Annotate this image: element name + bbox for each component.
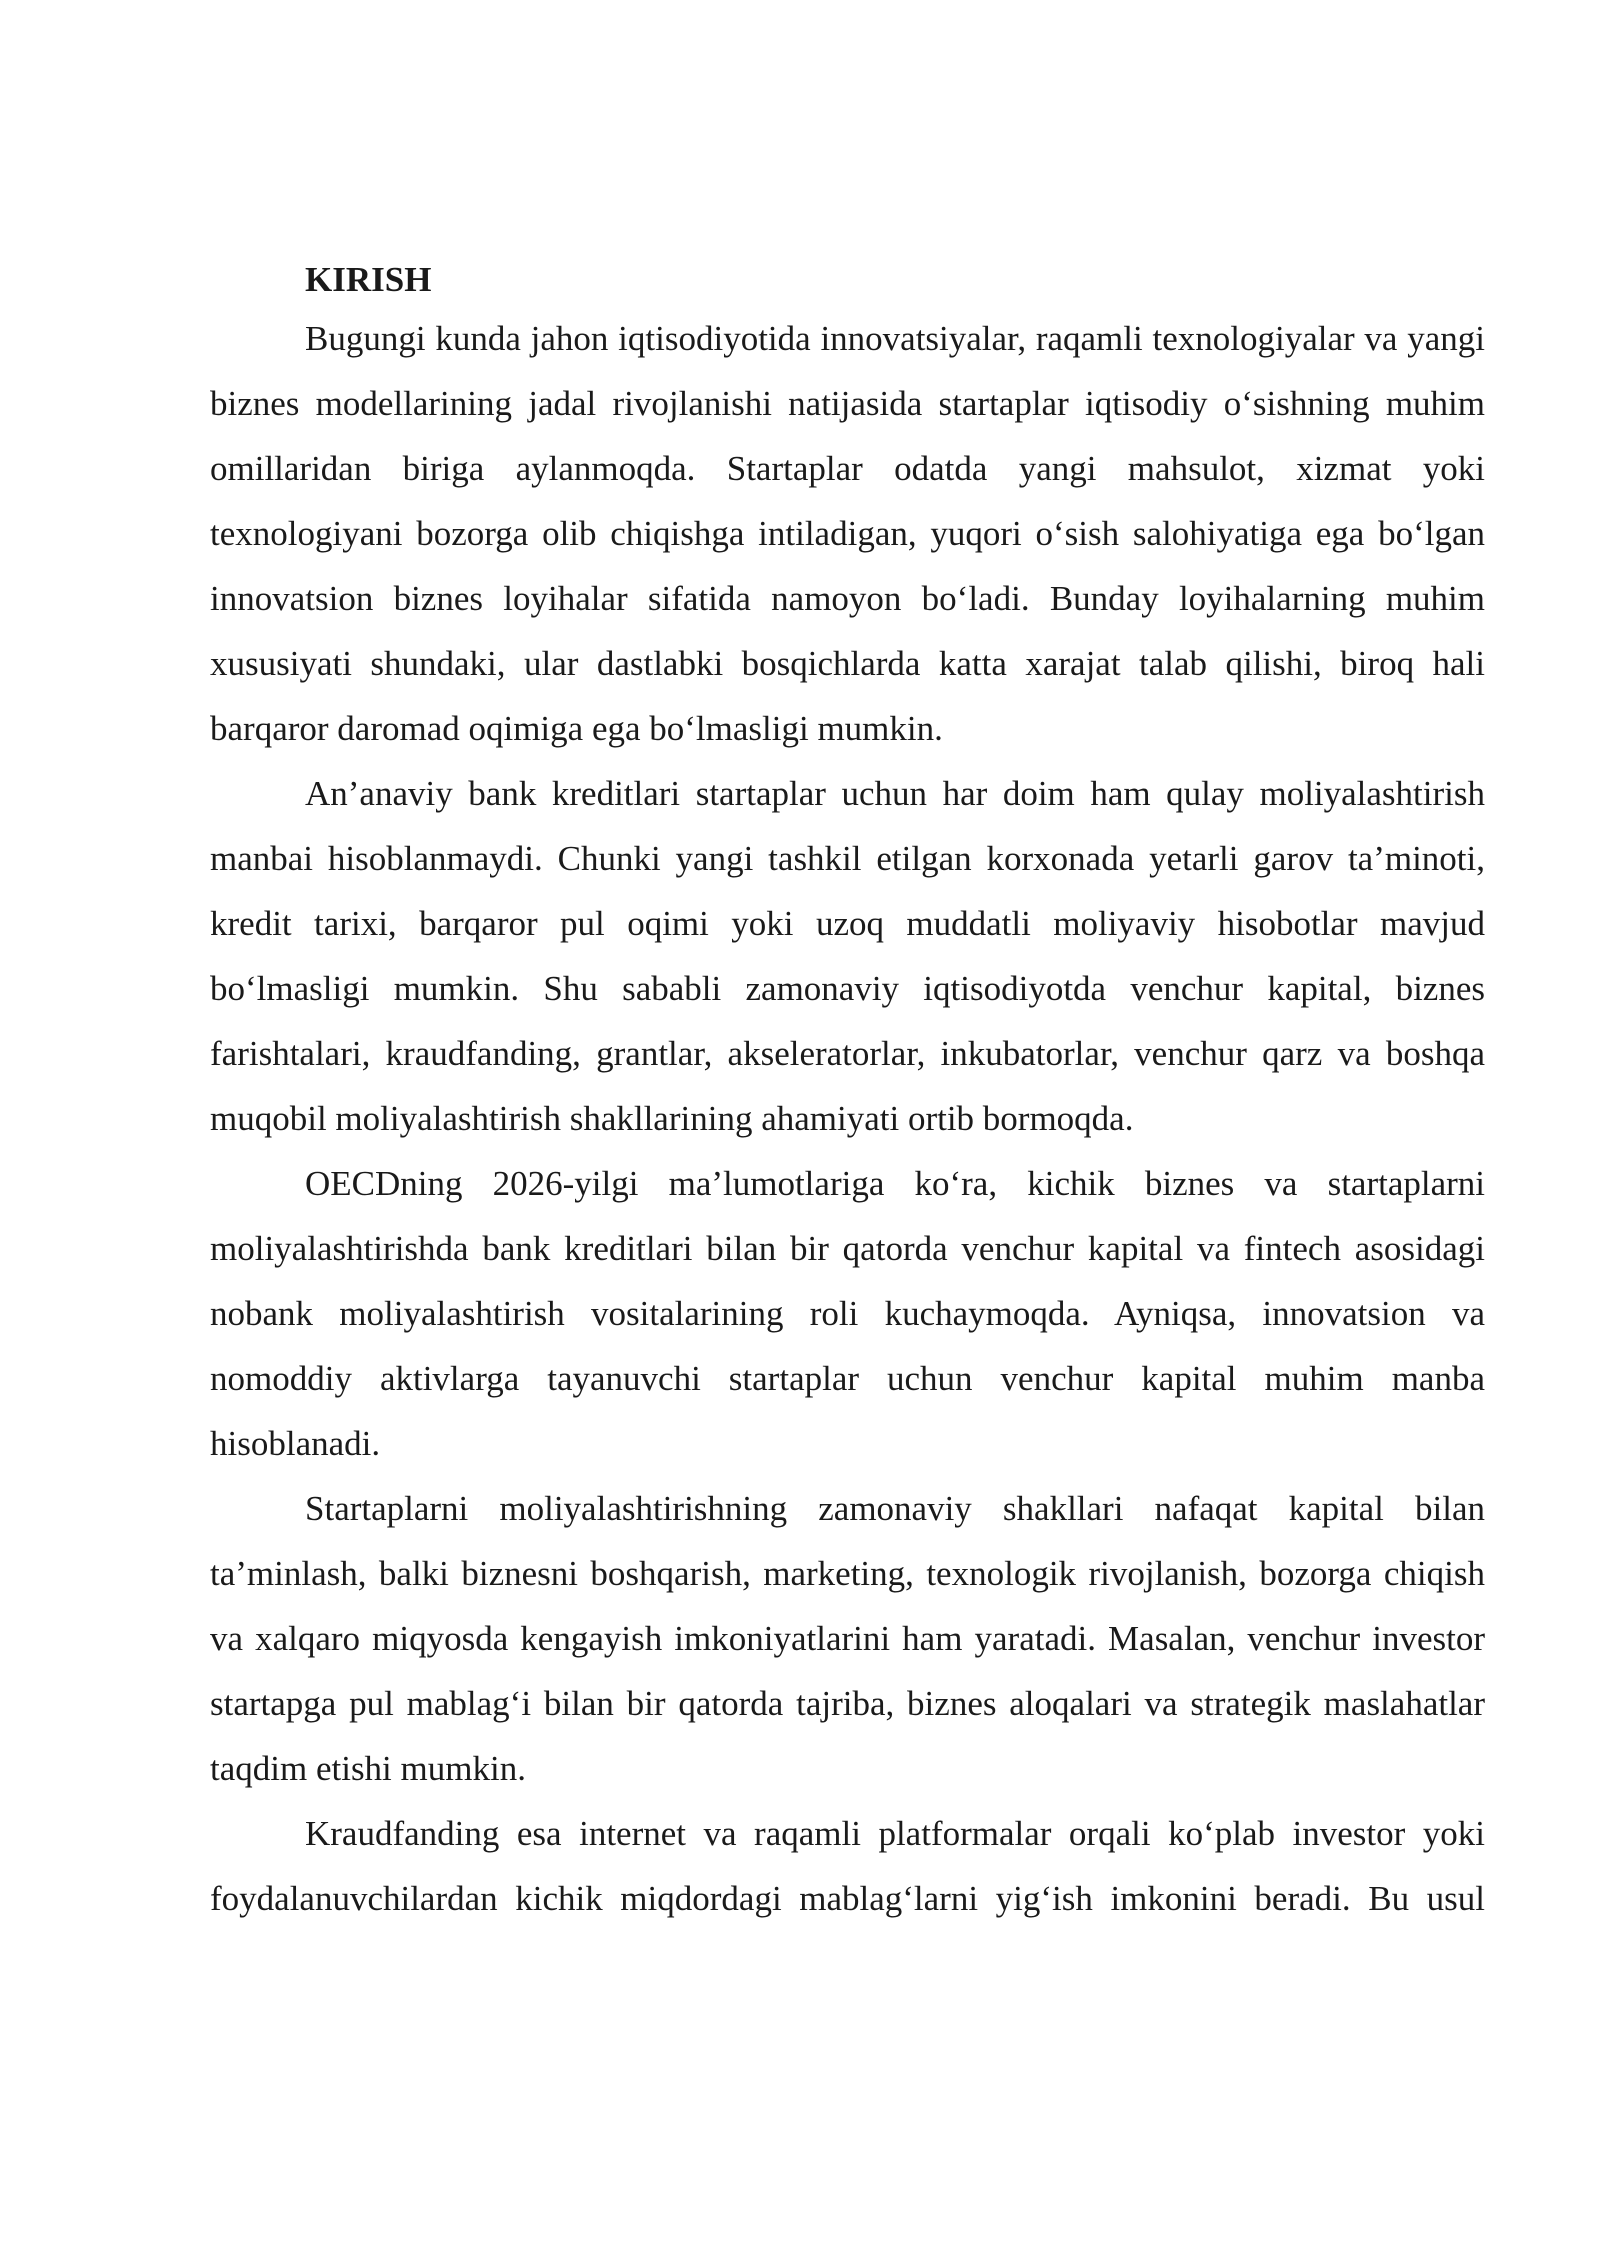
paragraph-5: Kraudfanding esa internet va raqamli platformalar orqali ko‘plab investor yoki foydalanuvchilardan kichik miqdordagi mablag‘larni yig‘ish imkonini beradi. Bu usul xyxy=(210,1814,1485,1918)
paragraph-4: Startaplarni moliyalashtirishning zamonaviy shakllari nafaqat kapital bilan ta’minlash, balki biznesni boshqarish, marketing, texnologik rivojlanish, bozorga chiqish va xalqaro miqyosda kengayish imkoniyatlarini ham yaratadi. Masalan, venchur investor startapga pul mablag‘i bilan bir qatorda tajriba, biznes aloqalari va strategik maslahatlar taqdim etishi mumkin. xyxy=(210,1489,1485,1788)
paragraph-3: OECDning 2026-yilgi ma’lumotlariga ko‘ra, kichik biznes va startaplarni moliyalashtirishda bank kreditlari bilan bir qatorda venchur kapital va fintech asosidagi nobank moliyalashtirish vositalarining roli kuchaymoqda. Ayniqsa, innovatsion va nomoddiy aktivlarga tayanuvchi startaplar uchun venchur kapital muhim manba hisoblanadi. xyxy=(210,1164,1485,1463)
paragraph-2: An’anaviy bank kreditlari startaplar uchun har doim ham qulay moliyalashtirish manbai hisoblanmaydi. Chunki yangi tashkil etilgan korxonada yetarli garov ta’minoti, kredit tarixi, barqaror pul oqimi yoki uzoq muddatli moliyaviy hisobotlar mavjud bo‘lmasligi mumkin. Shu sababli zamonaviy iqtisodiyotda venchur kapital, biznes farishtalari, kraudfanding, grantlar, akseleratorlar, inkubatorlar, venchur qarz va boshqa muqobil moliyalashtirish shakllarining ahamiyati ortib bormoqda. xyxy=(210,774,1485,1138)
document-page xyxy=(210,254,1485,1931)
paragraph-1: Bugungi kunda jahon iqtisodiyotida innovatsiyalar, raqamli texnologiyalar va yangi biznes modellarining jadal rivojlanishi natijasida startaplar iqtisodiy o‘sishning muhim omillaridan biriga aylanmoqda. Startaplar odatda yangi mahsulot, xizmat yoki texnologiyani bozorga olib chiqishga intiladigan, yuqori o‘sish salohiyatiga ega bo‘lgan innovatsion biznes loyihalar sifatida namoyon bo‘ladi. Bunday loyihalarning muhim xususiyati shundaki, ular dastlabki bosqichlarda katta xarajat talab qilishi, biroq hali barqaror daromad oqimiga ega bo‘lmasligi mumkin. xyxy=(210,319,1485,748)
section-heading: KIRISH xyxy=(305,260,432,299)
